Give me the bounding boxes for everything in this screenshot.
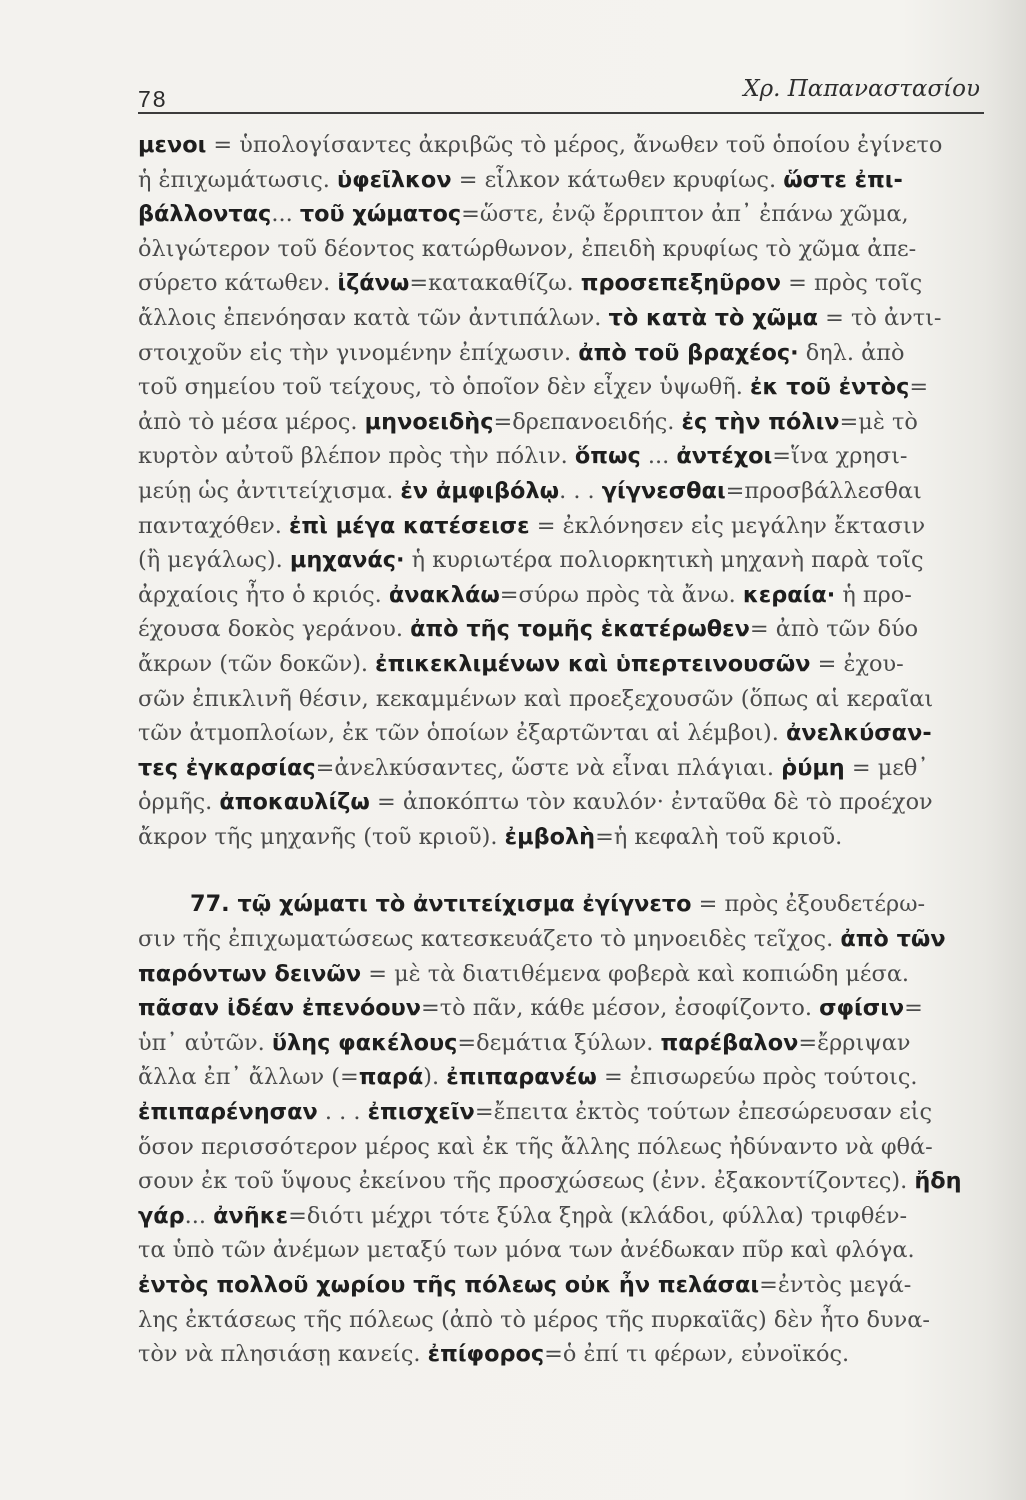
gloss-text: =ἀνελκύσαντες, ὥστε νὰ εἶναι πλάγιαι. xyxy=(315,754,782,781)
text-line xyxy=(138,163,984,198)
text-line xyxy=(138,1164,984,1199)
gloss-text: τὸν νὰ πλησιάσῃ κανείς. xyxy=(138,1341,428,1368)
lemma-term: ἐν ἀμφιβόλῳ xyxy=(400,477,560,504)
gloss-text: =τὸ πᾶν, κάθε μέσον, ἐσοφίζοντο. xyxy=(421,995,820,1022)
lemma-term: ὑφεῖλκον xyxy=(337,166,452,193)
page-header xyxy=(138,72,984,114)
commentary-text xyxy=(138,128,984,1372)
gloss-text: μεύῃ ὡς ἀντιτείχισμα. xyxy=(138,477,401,504)
gloss-text: =κατακαθίζω. xyxy=(409,270,581,297)
text-line xyxy=(138,682,984,717)
paragraph-gap xyxy=(138,854,984,887)
gloss-text: = μεθ᾿ xyxy=(844,754,929,781)
gloss-text: στοιχοῦν εἰς τὴν γινομένην ἐπίχωσιν. xyxy=(138,339,579,366)
lemma-term: ἐκ τοῦ ἐντὸς xyxy=(749,374,910,401)
gloss-text: . . . xyxy=(559,477,602,504)
text-line xyxy=(138,1130,984,1165)
paragraph xyxy=(138,887,984,1371)
text-line xyxy=(138,887,984,922)
text-line xyxy=(138,1026,984,1061)
lemma-term: τοῦ χώματος xyxy=(299,201,462,228)
gloss-text: = xyxy=(904,995,923,1022)
lemma-term: μηχανάς· xyxy=(289,547,405,574)
gloss-text: =προσβάλλεσθαι xyxy=(725,477,922,504)
lemma-term: παρόντων δεινῶν xyxy=(138,960,362,987)
gloss-text: = ἐχου- xyxy=(810,650,904,677)
gloss-text: δηλ. ἀπὸ xyxy=(798,339,905,366)
paragraph xyxy=(138,128,984,854)
gloss-text: = πρὸς ἐξουδετέρω- xyxy=(691,891,926,918)
lemma-term: μηνοειδὴς xyxy=(364,408,494,435)
lemma-term: ἐς τὴν πόλιν xyxy=(681,408,840,435)
gloss-text: έχουσα δοκὸς γεράνου. xyxy=(138,616,411,643)
lemma-term: ἀπὸ τοῦ βραχέος· xyxy=(578,339,799,366)
lemma-term: ὅπως xyxy=(574,443,641,470)
lemma-term: 77. τῷ χώματι τὸ ἀντιτείχισμα ἐγίγνετο xyxy=(190,891,692,918)
gloss-text: ἄλλοις ἐπενόησαν κατὰ τῶν ἀντιπάλων. xyxy=(138,304,609,331)
gloss-text: =ἔρριψαν xyxy=(798,1029,911,1056)
text-line xyxy=(138,543,984,578)
gloss-text: =μὲ τὸ xyxy=(839,408,918,435)
lemma-term: γάρ xyxy=(138,1202,185,1229)
lemma-term: σφίσιν xyxy=(819,995,905,1022)
gloss-text: . . . xyxy=(317,1099,368,1126)
text-line xyxy=(138,1268,984,1303)
gloss-text: = τὸ ἀντι- xyxy=(818,304,942,331)
text-line xyxy=(138,716,984,751)
text-line xyxy=(138,232,984,267)
gloss-text: =σύρω πρὸς τὰ ἄνω. xyxy=(499,581,743,608)
lemma-term: βάλλοντας xyxy=(138,201,272,228)
gloss-text: = ἐκλόνησεν εἰς μεγάλην ἔκτασιν xyxy=(529,512,926,539)
lemma-term: ἐπισχεῖν xyxy=(367,1099,475,1126)
text-line xyxy=(138,405,984,440)
gloss-text: ἄκρων (τῶν δοκῶν). xyxy=(138,650,376,677)
gloss-text: ὑπ᾿ αὐτῶν. xyxy=(138,1029,272,1056)
gloss-text: =δεμάτια ξύλων. xyxy=(457,1029,661,1056)
gloss-text: τα ὑπὸ τῶν ἀνέμων μεταξύ των μόνα των ἀνέδωκαν πῦρ καὶ φλόγα. xyxy=(138,1237,915,1264)
lemma-term: παρά xyxy=(358,1064,424,1091)
lemma-term: ῥύμη xyxy=(781,754,845,781)
lemma-term: ἀπὸ τῶν xyxy=(840,926,946,953)
gloss-text: τῶν ἀτμοπλοίων, ἐκ τῶν ὁποίων ἐξαρτῶνται αἱ λέμβοι). xyxy=(138,720,786,747)
gloss-text: (ἢ μεγάλως). xyxy=(138,547,290,574)
gloss-text: πανταχόθεν. xyxy=(138,512,289,539)
lemma-term: ἐντὸς πολλοῦ χωρίου τῆς πόλεως οὐκ ἦν πελάσαι xyxy=(138,1272,760,1298)
gloss-text: ... xyxy=(271,201,300,228)
gloss-text: ἄλλα ἐπ᾿ ἄλλων (= xyxy=(138,1064,359,1091)
gloss-text: =διότι μέχρι τότε ξύλα ξηρὰ (κλάδοι, φύλλα) τριφθέν- xyxy=(288,1202,908,1229)
gloss-text: =ἵνα χρησι- xyxy=(772,443,908,470)
text-line xyxy=(138,1303,984,1338)
lemma-term: ἰζάνω xyxy=(337,270,410,297)
gloss-text: σουν ἐκ τοῦ ὕψους ἐκείνου τῆς προσχώσεως (ἐνν. ἐξακοντίζοντες). xyxy=(138,1168,915,1195)
lemma-term: πᾶσαν ἰδέαν ἐπενόουν xyxy=(138,995,421,1022)
text-line xyxy=(138,785,984,820)
gloss-text: = ἀποκόπτω τὸν καυλόν· ἐνταῦθα δὲ τὸ προέχον xyxy=(369,789,933,816)
gloss-text: ἡ κυριωτέρα πολιορκητικὴ μηχανὴ παρὰ τοῖς xyxy=(404,547,924,574)
gloss-text: = ἀπὸ τῶν δύο xyxy=(749,616,919,643)
gloss-text: ἀρχαίοις ἦτο ὁ κριός. xyxy=(138,581,389,608)
lemma-term: παρέβαλον xyxy=(660,1029,799,1056)
gloss-text: ... xyxy=(184,1202,214,1229)
lemma-term: γίγνεσθαι xyxy=(601,477,726,504)
gloss-text: σιν τῆς ἐπιχωματώσεως κατεσκευάζετο τὸ μηνοειδὲς τεῖχος. xyxy=(138,926,841,953)
gloss-text: σύρετο κάτωθεν. xyxy=(138,270,338,297)
lemma-term: ἐμβολὴ xyxy=(504,823,596,850)
gloss-text: ἄκρον τῆς μηχανῆς (τοῦ κριοῦ). xyxy=(138,823,505,850)
text-line xyxy=(138,957,984,992)
lemma-term: ἀπὸ τῆς τομῆς ἑκατέρωθεν xyxy=(410,616,750,643)
text-line xyxy=(138,612,984,647)
lemma-term: ἀνακλάω xyxy=(388,581,500,608)
lemma-term: ἐπικεκλιμένων καὶ ὑπερτεινουσῶν xyxy=(375,650,811,677)
text-line xyxy=(138,439,984,474)
gloss-text: ὅσον περισσότερον μέρος καὶ ἐκ τῆς ἄλλης πόλεως ἠδύναντο νὰ φθά- xyxy=(138,1133,933,1160)
lemma-term: ἀντέχοι xyxy=(676,443,773,470)
lemma-term: μενοι xyxy=(138,132,207,158)
lemma-term: κεραία· xyxy=(742,581,836,608)
gloss-text: = xyxy=(909,374,929,401)
lemma-term: ὕλης φακέλους xyxy=(271,1029,458,1056)
gloss-text: σῶν ἐπικλινῆ θέσιν, κεκαμμένων καὶ προεξεχουσῶν (ὅπως αἱ κεραῖαι xyxy=(138,685,934,712)
lemma-term: τὸ κατὰ τὸ χῶμα xyxy=(608,304,818,331)
text-line xyxy=(138,197,984,232)
gloss-text: =ἡ κεφαλὴ τοῦ κριοῦ. xyxy=(595,823,843,850)
text-line xyxy=(138,1199,984,1234)
gloss-text: ). xyxy=(423,1064,447,1091)
text-line xyxy=(138,1095,984,1130)
lemma-term: ἐπίφορος xyxy=(427,1341,545,1368)
text-line xyxy=(138,578,984,613)
lemma-term: ὥστε ἐπι- xyxy=(783,166,903,193)
gloss-text: =ὥστε, ἐνῷ ἔρριπτον ἀπ᾿ ἐπάνω χῶμα, xyxy=(461,201,909,228)
text-line xyxy=(138,1060,984,1095)
lemma-term: τες ἐγκαρσίας xyxy=(138,754,316,781)
text-line xyxy=(138,647,984,682)
text-line xyxy=(138,370,984,405)
gloss-text: = ὑπολογίσαντες ἀκριβῶς τὸ μέρος, ἄνωθεν τοῦ ὁποίου ἐγίνετο xyxy=(206,132,943,158)
lemma-term: ἐπὶ μέγα κατέσεισε xyxy=(288,512,530,539)
gloss-text: ὁρμῆς. xyxy=(138,789,220,816)
gloss-text: =ἐντὸς μεγά- xyxy=(759,1272,912,1298)
gloss-text: = πρὸς τοῖς xyxy=(780,270,923,297)
gloss-text: κυρτὸν αὐτοῦ βλέπον πρὸς τὴν πόλιν. xyxy=(138,443,575,470)
gloss-text: =ὁ ἐπί τι φέρων, εὐνοϊκός. xyxy=(544,1341,850,1368)
text-line xyxy=(138,509,984,544)
gloss-text: = ἐπισωρεύω πρὸς τούτοις. xyxy=(596,1064,918,1091)
text-line xyxy=(138,1337,984,1372)
lemma-term: ἐπιπαρανέω xyxy=(446,1064,597,1091)
text-line xyxy=(138,266,984,301)
gloss-text: ὀλιγώτερον τοῦ δέοντος κατώρθωνον, ἐπειδὴ κρυφίως τὸ χῶμα ἀπε- xyxy=(138,235,917,262)
lemma-term: ἤδη xyxy=(914,1168,962,1195)
text-line xyxy=(138,301,984,336)
text-line xyxy=(138,128,984,163)
text-line xyxy=(138,336,984,371)
gloss-text: ἀπὸ τὸ μέσα μέρος. xyxy=(138,408,365,435)
gloss-text: ... xyxy=(640,443,677,470)
text-line xyxy=(138,474,984,509)
lemma-term: προσεπεξηῦρον xyxy=(580,270,781,297)
gloss-text: =ἔπειτα ἐκτὸς τούτων ἐπεσώρευσαν εἰς xyxy=(474,1099,932,1126)
gloss-text: = εἷλκον κάτωθεν κρυφίως. xyxy=(451,166,784,193)
lemma-term: ἀνῆκε xyxy=(213,1202,289,1229)
text-line xyxy=(138,1233,984,1268)
lemma-term: ἀποκαυλίζω xyxy=(219,789,370,816)
gloss-text: ἡ προ- xyxy=(835,581,912,608)
lemma-term: ἀνελκύσαν- xyxy=(785,720,932,747)
running-head: Χρ. Παπαναστασίου xyxy=(743,76,980,102)
text-line xyxy=(138,751,984,786)
page-number: 78 xyxy=(138,86,168,112)
lemma-term: ἐπιπαρένησαν xyxy=(138,1099,318,1126)
text-line xyxy=(138,991,984,1026)
text-line xyxy=(138,922,984,957)
text-line xyxy=(138,820,984,855)
gloss-text: ἡ ἐπιχωμάτωσις. xyxy=(138,166,338,193)
gloss-text: τοῦ σημείου τοῦ τείχους, τὸ ὁποῖον δὲν εἶχεν ὑψωθῆ. xyxy=(138,374,750,401)
gloss-text: λης ἐκτάσεως τῆς πόλεως (ἀπὸ τὸ μέρος τῆς πυρκαϊᾶς) δὲν ἦτο δυνα- xyxy=(138,1306,930,1333)
gloss-text: = μὲ τὰ διατιθέμενα φοβερὰ καὶ κοπιώδη μέσα. xyxy=(361,960,910,987)
gloss-text: =δρεπανοειδής. xyxy=(493,408,682,435)
